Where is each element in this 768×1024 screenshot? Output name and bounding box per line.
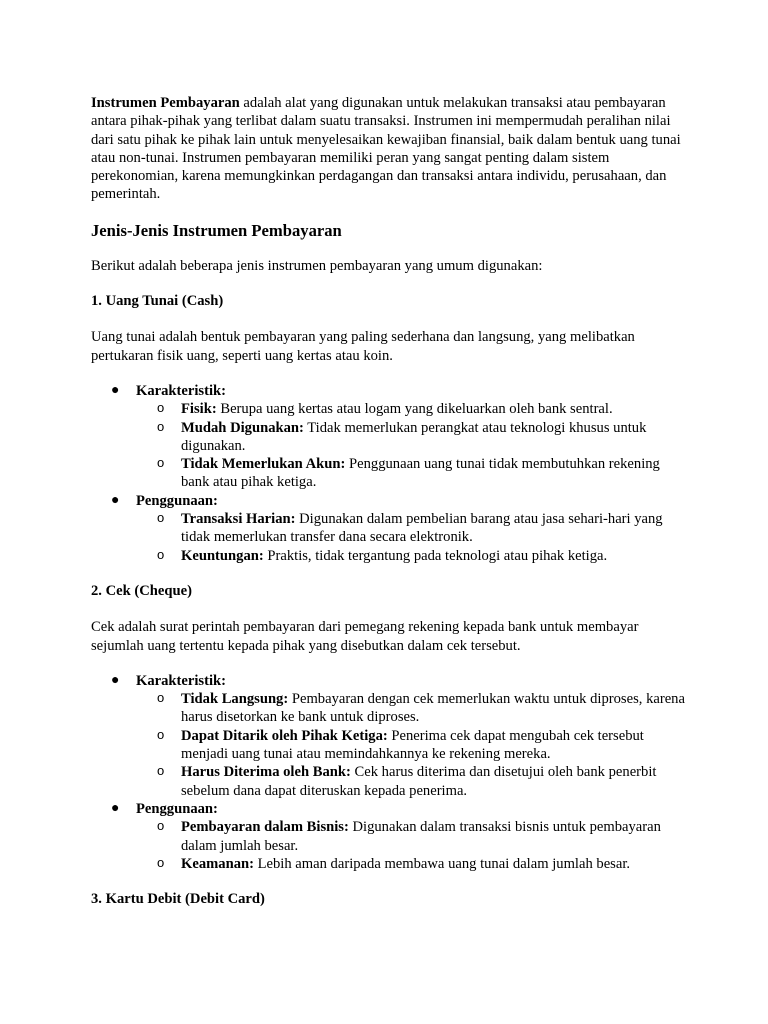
circle-bullet-icon: o: [157, 400, 165, 416]
item-term: Transaksi Harian:: [181, 511, 296, 528]
circle-bullet-icon: o: [157, 690, 165, 706]
item-text: Digunakan dalam pembelian barang atau jasa sehari-hari yang tidak memerlukan transfer dana secara elektronik.: [181, 511, 663, 546]
bullet-icon: ●: [111, 382, 120, 398]
section-1-title: 1. Uang Tunai (Cash): [91, 293, 224, 310]
item-term: Keuntungan:: [181, 547, 264, 564]
item-term: Tidak Langsung:: [181, 691, 289, 708]
sub-list-item: [136, 455, 691, 492]
section-2-description: Cek adalah surat perintah pembayaran dari pemegang rekening kepada bank untuk membayar sejumlah uang tertentu kepada pihak yang disebutkan dalam cek tersebut.: [91, 619, 639, 654]
bullet-icon: ●: [111, 672, 120, 688]
item-text: Lebih aman daripada membawa uang tunai dalam jumlah besar.: [253, 855, 631, 872]
item-text: Penerima cek dapat mengubah cek tersebut menjadi uang tunai atau memindahkannya ke rekening mereka.: [181, 727, 644, 763]
bullet-icon: ●: [111, 492, 120, 508]
circle-bullet-icon: o: [157, 726, 165, 742]
bullet-icon: ●: [111, 800, 120, 816]
list-item: [91, 382, 691, 492]
circle-bullet-icon: o: [157, 546, 165, 562]
item-term: Mudah Digunakan:: [181, 419, 304, 436]
item-text: Cek harus diterima dan disetujui oleh bank penerbit sebelum dana dapat diteruskan kepada penerima.: [181, 764, 657, 799]
circle-bullet-icon: o: [157, 455, 165, 471]
intro-term: Instrumen Pembayaran: [91, 95, 240, 111]
sub-list-item: [136, 763, 691, 800]
list-item: [91, 800, 691, 873]
sub-list-item: [136, 727, 691, 764]
section-1-description: Uang tunai adalah bentuk pembayaran yang paling sederhana dan langsung, yang melibatkan pertukaran fisik uang, seperti uang kertas atau koin.: [91, 329, 635, 364]
sub-list: [136, 400, 691, 491]
section-2-title: 2. Cek (Cheque): [91, 582, 192, 599]
group-label: Penggunaan:: [136, 492, 218, 509]
item-term: Dapat Ditarik oleh Pihak Ketiga:: [181, 727, 388, 744]
circle-bullet-icon: o: [157, 510, 165, 526]
list-item: [91, 672, 691, 800]
list-item: [91, 492, 691, 565]
intro-paragraph: [91, 94, 691, 204]
item-text: Penggunaan uang tunai tidak membutuhkan rekening bank atau pihak ketiga.: [181, 456, 660, 491]
circle-bullet-icon: o: [157, 763, 165, 779]
sub-list-item: [136, 510, 691, 547]
group-label: Penggunaan:: [136, 800, 218, 817]
item-term: Keamanan:: [181, 855, 254, 872]
sub-list-item: [136, 855, 691, 873]
sub-list: [136, 510, 691, 565]
sub-list-item: [136, 400, 691, 418]
item-term: Tidak Memerlukan Akun:: [181, 456, 346, 473]
section-1-list: [91, 382, 691, 565]
circle-bullet-icon: o: [157, 818, 165, 834]
item-term: Fisik:: [181, 401, 217, 418]
intro-text: adalah alat yang digunakan untuk melakukan transaksi atau pembayaran antara pihak-pihak yang terlibat dalam suatu transaksi. Instrumen ini mempermudah peralihan nilai dari satu pihak ke pihak lain untuk menyelesaikan kewajiban finansial, baik dalam bentuk uang tunai atau non-tunai. Instrumen pembayaran memiliki peran yang sangat penting dalam sistem perekonomian, karena memungkinkan perdagangan dan transaksi antara individu, perusahaan, dan pemerintah.: [91, 95, 681, 203]
sub-list-item: [136, 690, 691, 727]
item-text: Pembayaran dengan cek memerlukan waktu untuk diproses, karena harus disetorkan ke bank untuk diproses.: [181, 691, 685, 726]
item-term: Harus Diterima oleh Bank:: [181, 764, 351, 781]
circle-bullet-icon: o: [157, 418, 165, 434]
section-2-list: [91, 672, 691, 873]
lead-paragraph: Berikut adalah beberapa jenis instrumen pembayaran yang umum digunakan:: [91, 257, 543, 274]
sub-list: [136, 818, 691, 873]
item-text: Berupa uang kertas atau logam yang dikeluarkan oleh bank sentral.: [216, 401, 613, 418]
circle-bullet-icon: o: [157, 854, 165, 870]
sub-list-item: [136, 547, 691, 565]
sub-list: [136, 690, 691, 800]
sub-list-item: [136, 818, 691, 855]
document-page: [91, 94, 691, 926]
item-text: Digunakan dalam transaksi bisnis untuk pembayaran dalam jumlah besar.: [181, 819, 661, 854]
item-term: Pembayaran dalam Bisnis:: [181, 819, 349, 836]
group-label: Karakteristik:: [136, 382, 226, 399]
section-3-title: 3. Kartu Debit (Debit Card): [91, 891, 265, 908]
item-text: Praktis, tidak tergantung pada teknologi atau pihak ketiga.: [263, 547, 608, 564]
item-text: Tidak memerlukan perangkat atau teknologi khusus untuk digunakan.: [181, 419, 647, 454]
section-heading: Jenis-Jenis Instrumen Pembayaran: [91, 220, 342, 240]
group-label: Karakteristik:: [136, 672, 226, 689]
sub-list-item: [136, 419, 691, 456]
